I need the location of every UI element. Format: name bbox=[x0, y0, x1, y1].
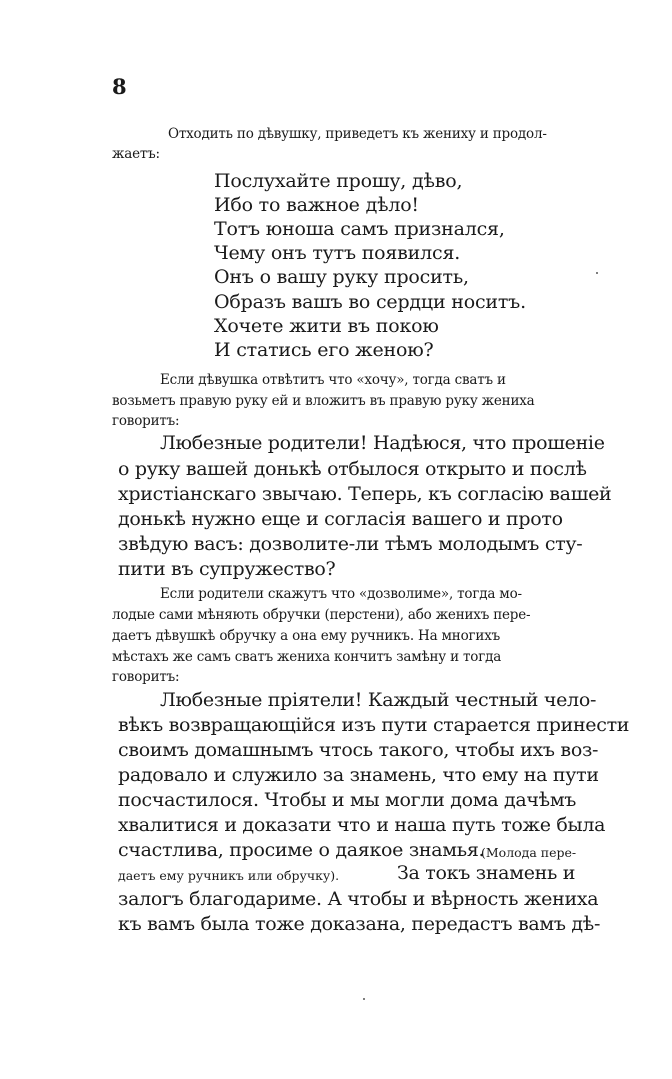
speech-line: пити въ супружество? bbox=[118, 558, 336, 580]
intro-line: Отходить по дѣвушку, приведетъ къ жениху и продол- bbox=[168, 126, 547, 142]
speech-line: посчастилося. Чтобы и мы могли дома дачѣмъ bbox=[118, 789, 577, 811]
intro-line: жаетъ: bbox=[112, 146, 160, 162]
inline-note: (Молода пере- bbox=[481, 845, 577, 860]
speech-line: хвалитися и доказати что и наша путь тоже была bbox=[118, 814, 606, 836]
verse-line: И статись его женою? bbox=[214, 339, 434, 361]
speech-line: Любезные прiятели! Каждый честный чело- bbox=[160, 689, 597, 711]
speech-line: донькѣ нужно еще и согласiя вашего и прото bbox=[118, 508, 563, 530]
verse-line: Онъ о вашу руку просить, bbox=[214, 266, 469, 288]
note-line: лодые сами мѣняють обручки (перстени), або женихъ пере- bbox=[112, 607, 531, 623]
note-line: говоритъ: bbox=[112, 669, 180, 685]
print-speck bbox=[363, 998, 365, 1000]
verse-line: Хочете жити въ покою bbox=[214, 315, 439, 337]
note-line: возьметъ правую руку ей и вложитъ въ правую руку жениха bbox=[112, 393, 535, 409]
verse-line: Послухайте прошу, дѣво, bbox=[214, 170, 463, 192]
verse-line: Образъ вашъ во сердци носитъ. bbox=[214, 291, 526, 313]
speech-line: залогъ благодариме. А чтобы и вѣрность жениха bbox=[118, 888, 599, 910]
speech-line: къ вамъ была тоже доказана, передастъ вамъ дѣ- bbox=[118, 913, 601, 935]
speech-line: вѣкъ возвращающiйся изъ пути старается принести bbox=[118, 714, 630, 736]
inline-note: даетъ ему ручникъ или обручку). bbox=[118, 868, 340, 883]
verse-line: Чему онъ тутъ появился. bbox=[214, 242, 461, 264]
page-number: 8 bbox=[112, 74, 127, 99]
speech-line: Любезные родители! Надѣюся, что прошенiе bbox=[160, 432, 605, 454]
speech-line: о руку вашей донькѣ отбылося открыто и послѣ bbox=[118, 458, 587, 480]
note-line: Если родители скажутъ что «дозволиме», тогда мо- bbox=[160, 586, 522, 602]
note-line: даетъ дѣвушкѣ обручку а она ему ручникъ. На многихъ bbox=[112, 628, 501, 644]
note-line: говоритъ: bbox=[112, 413, 180, 429]
note-line: мѣстахъ же самъ сватъ жениха кончитъ замѣну и тогда bbox=[112, 649, 502, 665]
speech-line: своимъ домашнымъ чтось такого, чтобы ихъ воз- bbox=[118, 739, 599, 761]
speech-line: За токъ знамень и bbox=[397, 862, 576, 884]
print-speck bbox=[596, 272, 598, 274]
note-line: Если дѣвушка отвѣтитъ что «хочу», тогда сватъ и bbox=[160, 372, 506, 388]
speech-line: счастлива, просиме о даякое знамья. bbox=[118, 839, 485, 861]
speech-line: радовало и служило за знамень, что ему на пути bbox=[118, 764, 599, 786]
verse-line: Ибо то важное дѣло! bbox=[214, 194, 419, 216]
verse-line: Тотъ юноша самъ признался, bbox=[214, 218, 505, 240]
speech-line: звѣдую васъ: дозволите-ли тѣмъ молодымъ сту- bbox=[118, 533, 583, 555]
speech-line: христiанскаго звычаю. Теперь, къ согласiю вашей bbox=[118, 483, 612, 505]
